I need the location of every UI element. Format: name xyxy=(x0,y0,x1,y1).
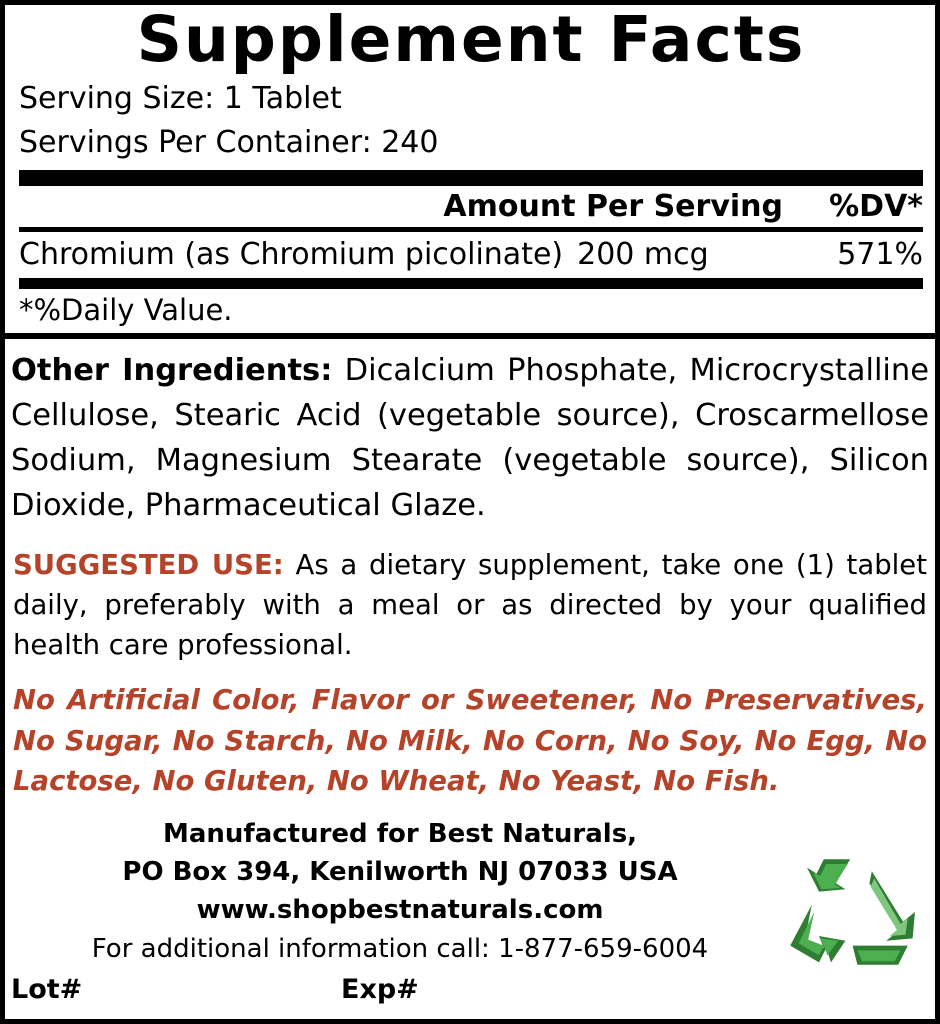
recycle-icon xyxy=(781,852,929,972)
batch-info xyxy=(5,968,935,1005)
suggested-use-text: As a dietary supplement, take one (1) tablet daily, preferably with a meal or as directed by your qualified health care professional. xyxy=(13,549,927,662)
expiry-field: Exp# xyxy=(341,973,419,1005)
table-row xyxy=(19,232,923,278)
suggested-use-section xyxy=(5,532,935,666)
daily-value-footnote: *%Daily Value. xyxy=(19,293,233,328)
column-header-amount: Amount Per Serving xyxy=(443,189,783,225)
table-header-row xyxy=(19,186,923,227)
other-ingredients-section xyxy=(5,339,935,532)
nutrient-dv: 571% xyxy=(837,237,923,273)
servings-per-container: Servings Per Container: 240 xyxy=(19,124,439,160)
page-title: Supplement Facts xyxy=(136,3,806,76)
manufacturer-section xyxy=(5,802,935,967)
serving-size: Serving Size: 1 Tablet xyxy=(19,81,342,117)
suggested-use-label: SUGGESTED USE: xyxy=(13,549,284,582)
manufacturer-line-2: PO Box 394, Kenilworth NJ 07033 USA xyxy=(122,856,678,887)
manufacturer-line-1: Manufactured for Best Naturals, xyxy=(162,819,638,850)
free-from-claims: No Artificial Color, Flavor or Sweetener, No Preservatives, No Sugar, No Starch, No Milk, No Corn, No Soy, No Egg, No Lactose, No Gluten, No Wheat, No Yeast, No Fish. xyxy=(13,684,927,798)
nutrient-name: Chromium (as Chromium picolinate) xyxy=(19,237,564,273)
column-header-dv: %DV* xyxy=(829,189,923,225)
manufacturer-website: www.shopbestnaturals.com xyxy=(196,894,604,925)
manufacturer-phone: For additional information call: 1-877-659-6004 xyxy=(91,934,709,965)
lot-number-field: Lot# xyxy=(11,973,83,1005)
nutrient-amount: 200 mcg xyxy=(577,237,709,273)
supplement-facts-panel xyxy=(5,3,935,339)
other-ingredients-label: Other Ingredients: xyxy=(11,353,333,389)
divider-medium-bottom xyxy=(19,278,923,289)
divider-thick-top xyxy=(19,170,923,186)
other-ingredients-text: Dicalcium Phosphate, Microcrystalline Cellulose, Stearic Acid (vegetable source), Croscarmellose Sodium, Magnesium Stearate (vegetable source), Silicon Dioxide, Pharmaceutical Glaze. xyxy=(11,353,930,523)
